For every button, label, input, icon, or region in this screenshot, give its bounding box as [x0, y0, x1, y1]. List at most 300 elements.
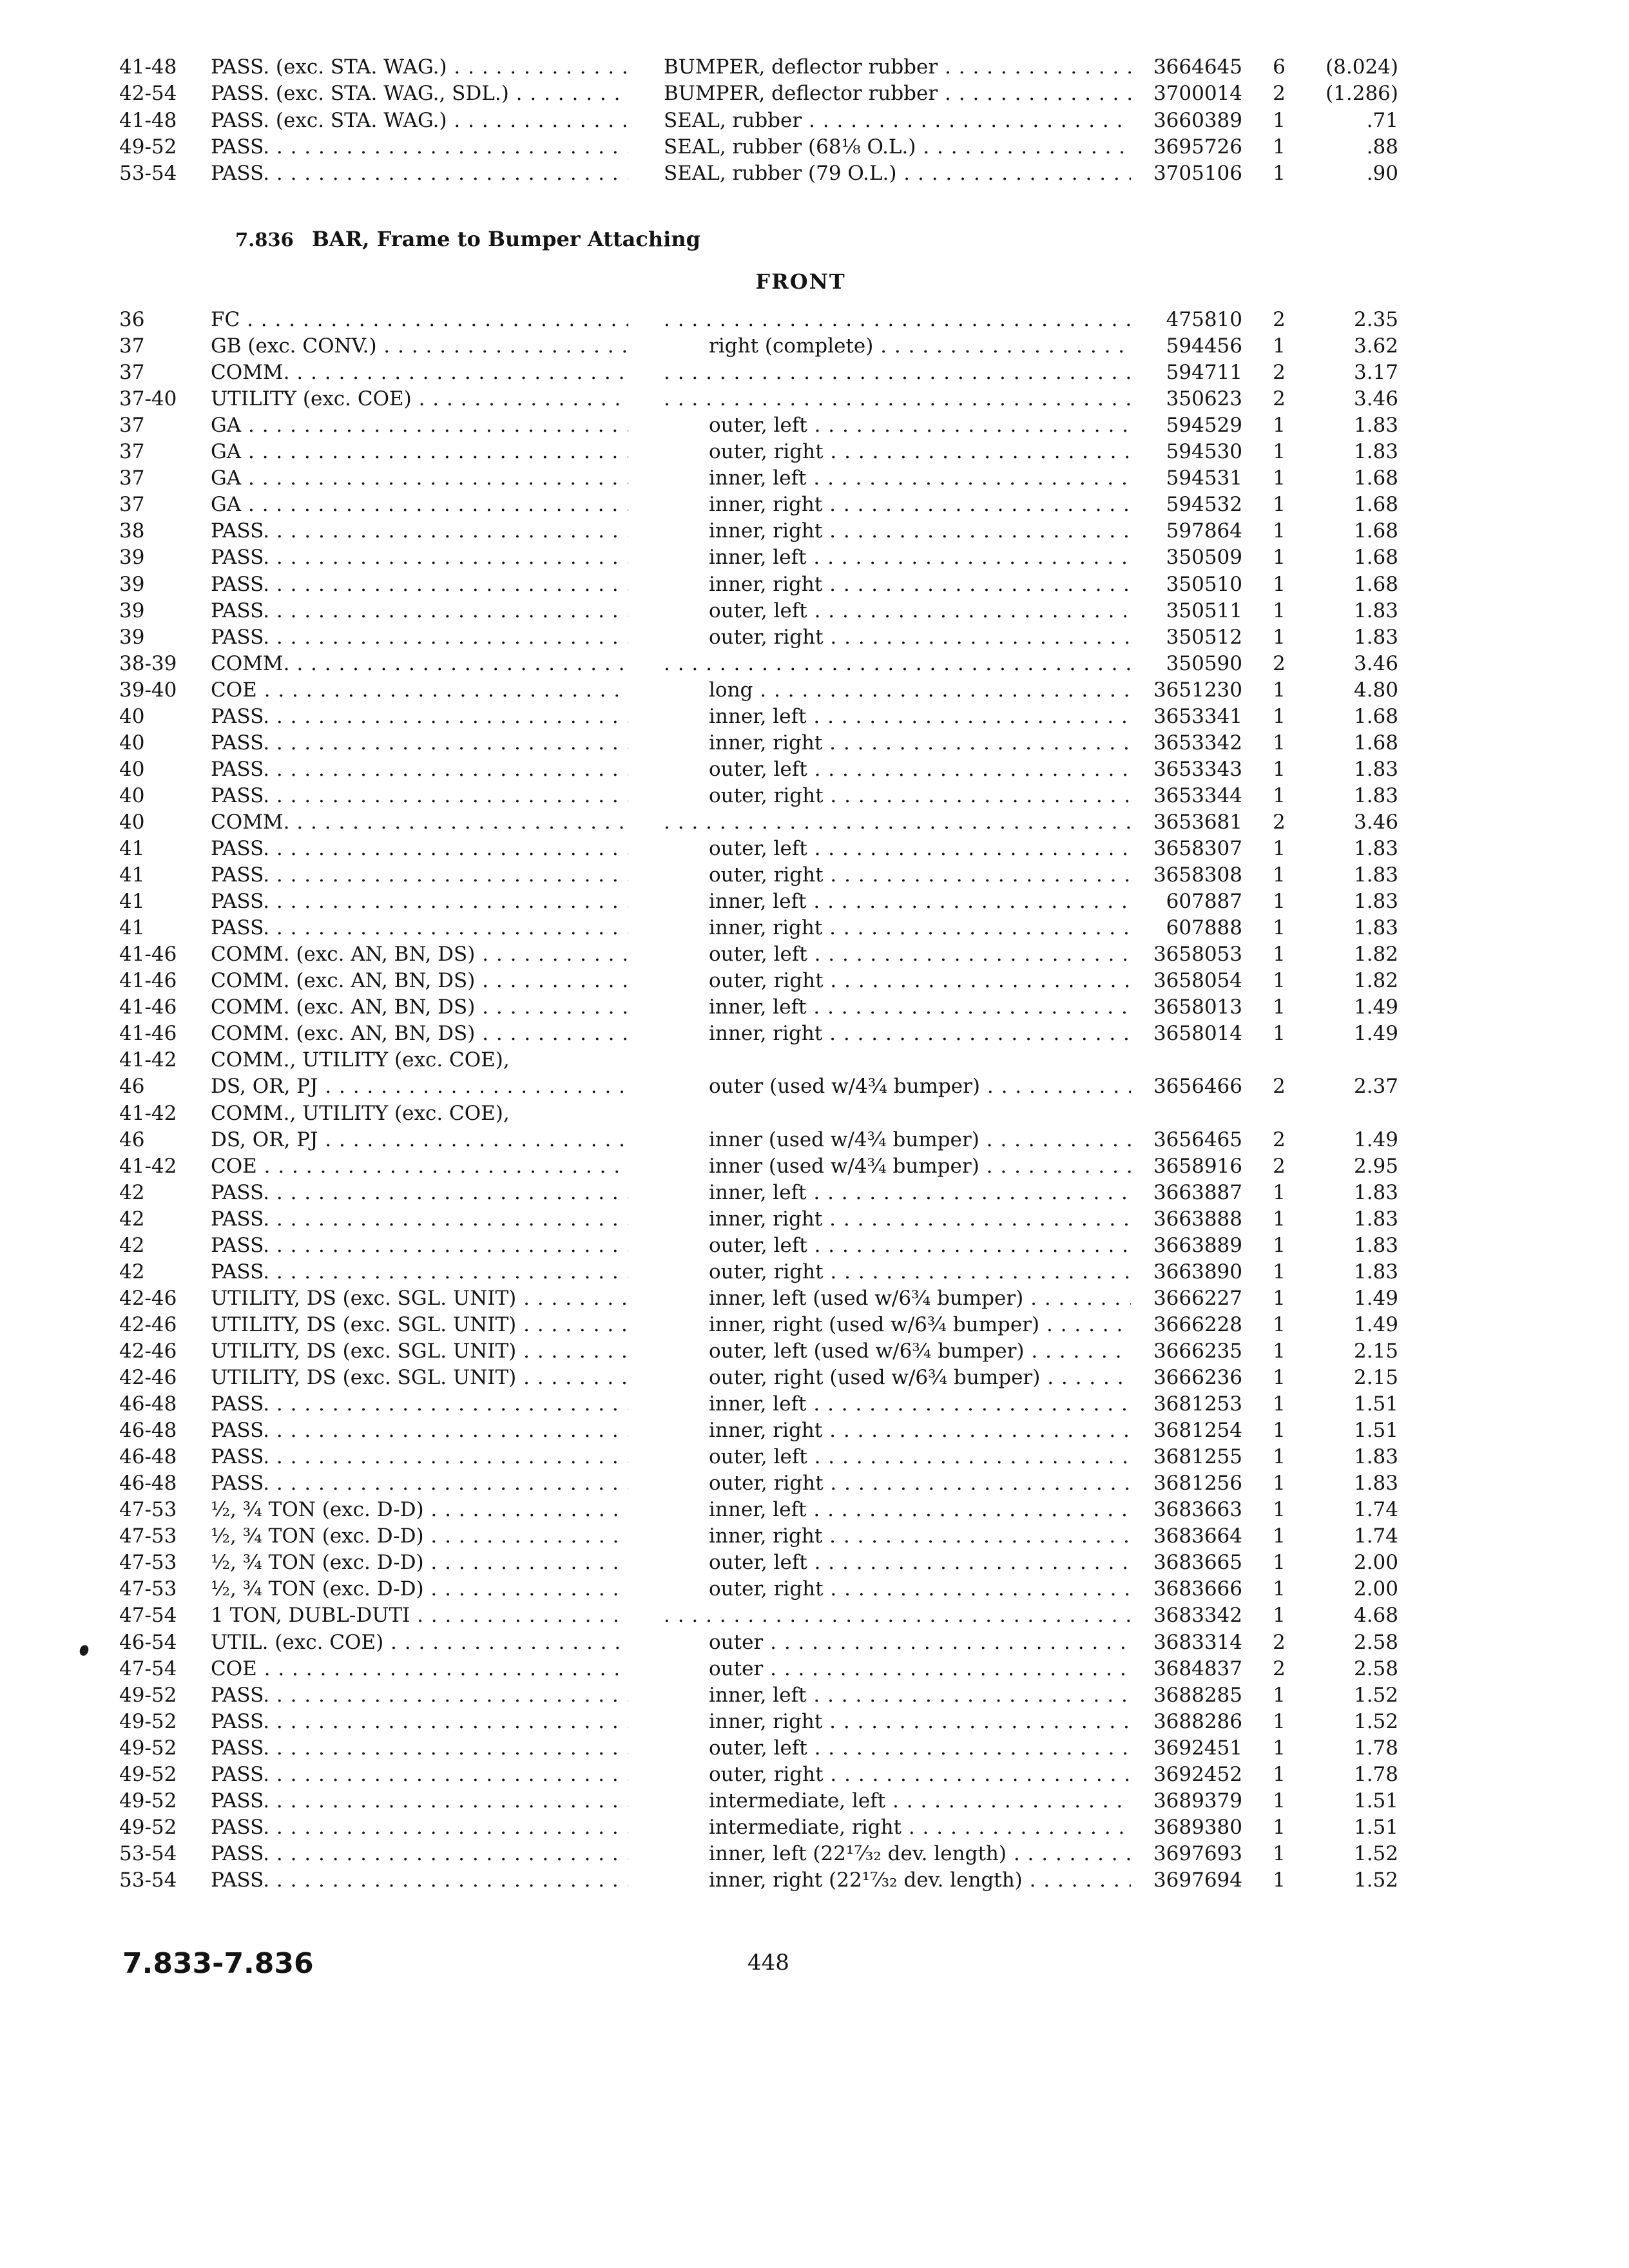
table-row — [0, 1179, 1629, 1206]
year-cell: 38 — [119, 519, 145, 543]
table-row — [0, 941, 1629, 968]
year-cell: 41-46 — [119, 943, 177, 966]
table-row — [0, 465, 1629, 492]
year-cell: 47-54 — [119, 1604, 177, 1628]
model-cell: GA . . . — [211, 438, 628, 465]
table-row — [0, 782, 1629, 809]
price-cell: 1.68 — [1353, 546, 1398, 570]
table-row — [0, 544, 1629, 571]
quantity-cell: 1 — [1273, 1392, 1286, 1416]
year-cell: 41-42 — [119, 1048, 177, 1072]
description-cell: intermediate, left . . . — [709, 1787, 1131, 1814]
description-cell: inner, left . . . — [709, 888, 1131, 915]
price-cell: 1.83 — [1353, 863, 1398, 887]
part-number-cell: 350509 — [1166, 546, 1242, 570]
table-row — [0, 1417, 1629, 1444]
description-cell: outer, left . . . — [709, 835, 1131, 862]
model-cell: PASS. . . . — [211, 1443, 628, 1470]
description-cell: outer . . . — [709, 1655, 1131, 1682]
model-cell: PASS. . . . — [211, 729, 628, 756]
model-cell: COMM., UTILITY (exc. COE), — [211, 1048, 510, 1072]
price-cell: 1.83 — [1353, 1180, 1398, 1204]
footer-section-range: 7.833-7.836 — [122, 1947, 314, 1980]
model-cell: PASS. . . . — [211, 1761, 628, 1788]
price-cell: 1.83 — [1353, 757, 1398, 781]
price-cell: 1.49 — [1353, 995, 1398, 1019]
model-cell: PASS. . . . — [211, 1708, 628, 1735]
part-number-cell: 3683314 — [1153, 1630, 1242, 1654]
table-row — [0, 1443, 1629, 1470]
year-cell: 53-54 — [119, 162, 177, 186]
part-number-cell: 3658053 — [1153, 943, 1242, 966]
price-cell: 2.37 — [1353, 1075, 1398, 1099]
part-number-cell: 3683342 — [1153, 1604, 1242, 1628]
description-cell: inner, right (used w/6¾ bumper) . . . — [709, 1311, 1131, 1338]
part-number-cell: 3683665 — [1153, 1551, 1242, 1575]
table-row — [0, 967, 1629, 994]
quantity-cell: 1 — [1273, 1868, 1286, 1892]
part-number-cell: 607887 — [1166, 890, 1242, 914]
model-cell: UTILITY, DS (exc. SGL. UNIT) . . . — [211, 1338, 628, 1365]
price-cell: 1.52 — [1353, 1868, 1398, 1892]
description-cell: inner, left . . . — [709, 1682, 1131, 1709]
year-cell: 42 — [119, 1207, 145, 1231]
quantity-cell: 1 — [1273, 162, 1286, 186]
description-cell: outer, left . . . — [709, 756, 1131, 783]
table-row — [0, 835, 1629, 862]
table-row — [0, 809, 1629, 836]
year-cell: 41-46 — [119, 969, 177, 993]
year-cell: 47-53 — [119, 1524, 177, 1548]
year-cell: 41-46 — [119, 1022, 177, 1046]
part-number-cell: 3681256 — [1153, 1472, 1242, 1495]
price-cell: 2.15 — [1353, 1366, 1398, 1389]
price-cell: 2.58 — [1353, 1657, 1398, 1680]
model-cell: COMM. (exc. AN, BN, DS) . . . — [211, 967, 628, 994]
price-cell: 1.51 — [1353, 1789, 1398, 1812]
model-cell: COMM., UTILITY (exc. COE), — [211, 1101, 510, 1125]
table-row — [0, 1682, 1629, 1709]
year-cell: 49-52 — [119, 1789, 177, 1812]
model-cell: PASS. . . . — [211, 1470, 628, 1497]
year-cell: 42 — [119, 1233, 145, 1257]
description-cell — [664, 385, 1131, 412]
description-cell: inner, left . . . — [709, 703, 1131, 730]
table-row — [0, 624, 1629, 651]
table-row — [0, 597, 1629, 624]
year-cell: 39 — [119, 599, 145, 622]
quantity-cell: 1 — [1273, 943, 1286, 966]
part-number-cell: 475810 — [1166, 308, 1242, 331]
part-number-cell: 3688285 — [1153, 1683, 1242, 1707]
description-cell — [664, 650, 1131, 677]
description-cell: BUMPER, deflector rubber . . . — [664, 80, 1131, 107]
description-cell: BUMPER, deflector rubber . . . — [664, 53, 1131, 81]
table-row — [0, 1020, 1629, 1047]
year-cell: 46-54 — [119, 1630, 177, 1654]
model-cell: UTILITY, DS (exc. SGL. UNIT) . . . — [211, 1364, 628, 1391]
description-cell: outer, right . . . — [709, 1575, 1131, 1602]
quantity-cell: 1 — [1273, 783, 1286, 807]
table-row — [0, 359, 1629, 386]
year-cell: 46-48 — [119, 1445, 177, 1469]
price-cell: (8.024) — [1325, 55, 1398, 79]
description-cell: inner, right . . . — [709, 517, 1131, 544]
description-cell: outer, right . . . — [709, 1470, 1131, 1497]
year-cell: 42-46 — [119, 1312, 177, 1336]
price-cell: 1.52 — [1353, 1841, 1398, 1865]
model-cell: UTIL. (exc. COE) . . . — [211, 1629, 628, 1656]
table-row — [0, 1046, 1629, 1073]
description-cell — [664, 809, 1131, 836]
quantity-cell: 1 — [1273, 1789, 1286, 1812]
year-cell: 37 — [119, 361, 145, 385]
quantity-cell: 1 — [1273, 704, 1286, 728]
quantity-cell: 1 — [1273, 731, 1286, 754]
year-cell: 47-53 — [119, 1551, 177, 1575]
description-cell: inner, right . . . — [709, 914, 1131, 941]
quantity-cell: 1 — [1273, 916, 1286, 940]
model-cell: PASS. . . . — [211, 782, 628, 809]
price-cell: 1.83 — [1353, 599, 1398, 622]
description-cell: inner, right (22¹⁷⁄₃₂ dev. length) . . . — [709, 1867, 1131, 1894]
table-row — [0, 80, 1629, 107]
description-cell: outer, right . . . — [709, 861, 1131, 889]
table-row — [0, 412, 1629, 439]
quantity-cell: 2 — [1273, 1128, 1286, 1151]
quantity-cell: 1 — [1273, 1260, 1286, 1283]
price-cell: 1.68 — [1353, 493, 1398, 517]
quantity-cell: 1 — [1273, 1366, 1286, 1389]
year-cell: 53-54 — [119, 1868, 177, 1892]
description-cell: inner, left (22¹⁷⁄₃₂ dev. length) . . . — [709, 1840, 1131, 1867]
description-cell: intermediate, right . . . — [709, 1814, 1131, 1841]
description-cell: inner, left (used w/6¾ bumper) . . . — [709, 1285, 1131, 1312]
quantity-cell: 1 — [1273, 1419, 1286, 1443]
quantity-cell: 1 — [1273, 995, 1286, 1019]
part-number-cell: 3658308 — [1153, 863, 1242, 887]
quantity-cell: 1 — [1273, 108, 1286, 132]
part-number-cell: 3681255 — [1153, 1445, 1242, 1469]
year-cell: 42 — [119, 1260, 145, 1283]
price-cell: (1.286) — [1325, 82, 1398, 106]
part-number-cell: 594456 — [1166, 334, 1242, 358]
year-cell: 41 — [119, 837, 145, 860]
part-number-cell: 594532 — [1166, 493, 1242, 517]
part-number-cell: 3656466 — [1153, 1075, 1242, 1099]
quantity-cell: 2 — [1273, 1075, 1286, 1099]
model-cell: ½, ¾ TON (exc. D-D) . . . — [211, 1496, 628, 1523]
description-cell: long . . . — [709, 677, 1131, 704]
year-cell: 39 — [119, 546, 145, 570]
quantity-cell: 2 — [1273, 308, 1286, 331]
price-cell: 1.51 — [1353, 1392, 1398, 1416]
model-cell: PASS. . . . — [211, 160, 628, 187]
quantity-cell: 1 — [1273, 414, 1286, 437]
model-cell: PASS. . . . — [211, 1179, 628, 1206]
price-cell: 1.49 — [1353, 1286, 1398, 1310]
part-number-cell: 594529 — [1166, 414, 1242, 437]
table-row — [0, 1232, 1629, 1259]
year-cell: 37 — [119, 414, 145, 437]
quantity-cell: 2 — [1273, 1657, 1286, 1680]
part-number-cell: 594711 — [1166, 361, 1242, 385]
part-number-cell: 3697693 — [1153, 1841, 1242, 1865]
price-cell: 1.68 — [1353, 572, 1398, 596]
price-cell: 1.51 — [1353, 1815, 1398, 1839]
description-cell: outer . . . — [709, 1629, 1131, 1656]
description-cell: outer, left . . . — [709, 1443, 1131, 1470]
table-row — [0, 1285, 1629, 1312]
table-row — [0, 1470, 1629, 1497]
table-row — [0, 729, 1629, 756]
quantity-cell: 1 — [1273, 1233, 1286, 1257]
model-cell: COMM. . . . — [211, 650, 628, 677]
description-cell: inner, left . . . — [709, 465, 1131, 492]
part-number-cell: 594530 — [1166, 440, 1242, 464]
table-row — [0, 677, 1629, 704]
quantity-cell: 1 — [1273, 625, 1286, 649]
model-cell: GA . . . — [211, 465, 628, 492]
year-cell: 47-54 — [119, 1657, 177, 1680]
model-cell: PASS. . . . — [211, 1417, 628, 1444]
part-number-cell: 3658916 — [1153, 1154, 1242, 1178]
year-cell: 49-52 — [119, 1762, 177, 1786]
part-number-cell: 3683664 — [1153, 1524, 1242, 1548]
table-row — [0, 1100, 1629, 1127]
quantity-cell: 1 — [1273, 1445, 1286, 1469]
model-cell: PASS. . . . — [211, 1206, 628, 1233]
quantity-cell: 1 — [1273, 1762, 1286, 1786]
table-row — [0, 133, 1629, 160]
description-cell: SEAL, rubber (79 O.L.) . . . — [664, 160, 1131, 187]
part-number-cell: 3656465 — [1153, 1128, 1242, 1151]
description-cell: inner, right . . . — [709, 491, 1131, 518]
description-cell — [664, 359, 1131, 386]
year-cell: 41 — [119, 916, 145, 940]
quantity-cell: 1 — [1273, 1683, 1286, 1707]
year-cell: 36 — [119, 308, 145, 331]
year-cell: 42-46 — [119, 1339, 177, 1363]
table-row — [0, 1153, 1629, 1180]
year-cell: 46-48 — [119, 1392, 177, 1416]
part-number-cell: 3666228 — [1153, 1312, 1242, 1336]
year-cell: 40 — [119, 757, 145, 781]
part-number-cell: 3663887 — [1153, 1180, 1242, 1204]
quantity-cell: 1 — [1273, 1841, 1286, 1865]
description-cell: outer, left . . . — [709, 941, 1131, 968]
part-number-cell: 350590 — [1166, 651, 1242, 675]
price-cell: 3.46 — [1353, 651, 1398, 675]
model-cell: PASS. . . . — [211, 888, 628, 915]
year-cell: 47-53 — [119, 1577, 177, 1601]
year-cell: 41 — [119, 863, 145, 887]
quantity-cell: 1 — [1273, 493, 1286, 517]
year-cell: 49-52 — [119, 135, 177, 159]
model-cell: COMM. . . . — [211, 809, 628, 836]
price-cell: 1.78 — [1353, 1762, 1398, 1786]
description-cell: inner, left . . . — [709, 1390, 1131, 1418]
part-number-cell: 3653681 — [1153, 810, 1242, 834]
part-number-cell: 3663888 — [1153, 1207, 1242, 1231]
quantity-cell: 1 — [1273, 1472, 1286, 1495]
quantity-cell: 1 — [1273, 334, 1286, 358]
description-cell: outer, right . . . — [709, 967, 1131, 994]
description-cell: inner, left . . . — [709, 994, 1131, 1021]
table-row — [0, 1655, 1629, 1682]
table-row — [0, 571, 1629, 598]
price-cell: 1.83 — [1353, 916, 1398, 940]
model-cell: PASS. . . . — [211, 1390, 628, 1418]
year-cell: 41-42 — [119, 1101, 177, 1125]
model-cell: PASS. . . . — [211, 835, 628, 862]
model-cell: PASS. . . . — [211, 861, 628, 889]
description-cell: outer, right . . . — [709, 1761, 1131, 1788]
model-cell: GA . . . — [211, 412, 628, 439]
quantity-cell: 1 — [1273, 890, 1286, 914]
part-number-cell: 3666236 — [1153, 1366, 1242, 1389]
year-cell: 42-54 — [119, 82, 177, 106]
quantity-cell: 2 — [1273, 651, 1286, 675]
part-number-cell: 3663890 — [1153, 1260, 1242, 1283]
year-cell: 42 — [119, 1180, 145, 1204]
quantity-cell: 1 — [1273, 546, 1286, 570]
description-cell: inner, right . . . — [709, 1020, 1131, 1047]
description-cell: right (complete) . . . — [709, 332, 1131, 360]
year-cell: 46-48 — [119, 1472, 177, 1495]
table-row — [0, 1761, 1629, 1788]
part-number-cell: 3689379 — [1153, 1789, 1242, 1812]
year-cell: 49-52 — [119, 1683, 177, 1707]
quantity-cell: 1 — [1273, 1551, 1286, 1575]
description-cell: outer, left . . . — [709, 1735, 1131, 1762]
model-cell: ½, ¾ TON (exc. D-D) . . . — [211, 1575, 628, 1602]
model-cell: 1 TON, DUBL-DUTI . . . — [211, 1602, 628, 1629]
table-row — [0, 1787, 1629, 1814]
table-row — [0, 1338, 1629, 1365]
description-cell: outer, left . . . — [709, 412, 1131, 439]
table-row — [0, 1390, 1629, 1418]
price-cell: .90 — [1366, 162, 1398, 186]
quantity-cell: 1 — [1273, 1736, 1286, 1760]
part-number-cell: 3666235 — [1153, 1339, 1242, 1363]
part-number-cell: 3695726 — [1153, 135, 1242, 159]
model-cell: COMM. (exc. AN, BN, DS) . . . — [211, 941, 628, 968]
price-cell: 2.15 — [1353, 1339, 1398, 1363]
part-number-cell: 3688286 — [1153, 1709, 1242, 1733]
year-cell: 41-42 — [119, 1154, 177, 1178]
price-cell: 4.80 — [1353, 678, 1398, 702]
year-cell: 42-46 — [119, 1366, 177, 1389]
quantity-cell: 6 — [1273, 55, 1286, 79]
part-number-cell: 3692452 — [1153, 1762, 1242, 1786]
model-cell: COMM. (exc. AN, BN, DS) . . . — [211, 994, 628, 1021]
part-number-cell: 3658014 — [1153, 1022, 1242, 1046]
year-cell: 37 — [119, 466, 145, 490]
quantity-cell: 1 — [1273, 1577, 1286, 1601]
description-cell: inner, right . . . — [709, 1417, 1131, 1444]
part-number-cell: 607888 — [1166, 916, 1242, 940]
model-cell: COMM. . . . — [211, 359, 628, 386]
table-row — [0, 1364, 1629, 1391]
model-cell: COE . . . — [211, 1153, 628, 1180]
quantity-cell: 1 — [1273, 1339, 1286, 1363]
table-row — [0, 53, 1629, 81]
model-cell: PASS. . . . — [211, 1867, 628, 1894]
description-cell: outer, right . . . — [709, 782, 1131, 809]
price-cell: .71 — [1366, 108, 1398, 132]
model-cell: PASS. . . . — [211, 544, 628, 571]
table-row — [0, 650, 1629, 677]
price-cell: 1.51 — [1353, 1419, 1398, 1443]
model-cell: PASS. . . . — [211, 1840, 628, 1867]
part-number-cell: 3664645 — [1153, 55, 1242, 79]
year-cell: 49-52 — [119, 1709, 177, 1733]
quantity-cell: 1 — [1273, 757, 1286, 781]
model-cell: PASS. . . . — [211, 133, 628, 160]
part-number-cell: 3658054 — [1153, 969, 1242, 993]
price-cell: 1.68 — [1353, 466, 1398, 490]
price-cell: 1.83 — [1353, 837, 1398, 860]
model-cell: PASS. . . . — [211, 597, 628, 624]
price-cell: 1.83 — [1353, 1472, 1398, 1495]
model-cell: ½, ¾ TON (exc. D-D) . . . — [211, 1523, 628, 1550]
table-row — [0, 756, 1629, 783]
description-cell: inner, left . . . — [709, 1496, 1131, 1523]
year-cell: 37 — [119, 493, 145, 517]
part-number-cell: 3663889 — [1153, 1233, 1242, 1257]
table-row — [0, 1311, 1629, 1338]
price-cell: 1.49 — [1353, 1128, 1398, 1151]
price-cell: 2.00 — [1353, 1577, 1398, 1601]
quantity-cell: 2 — [1273, 1154, 1286, 1178]
part-number-cell: 3653342 — [1153, 731, 1242, 754]
part-number-cell: 3705106 — [1153, 162, 1242, 186]
model-cell: PASS. . . . — [211, 1258, 628, 1285]
table-row — [0, 160, 1629, 187]
description-cell: inner, right . . . — [709, 571, 1131, 598]
year-cell: 39 — [119, 625, 145, 649]
year-cell: 39 — [119, 572, 145, 596]
price-cell: 1.74 — [1353, 1498, 1398, 1522]
section-title: BAR, Frame to Bumper Attaching — [311, 227, 700, 251]
price-cell: 1.83 — [1353, 1260, 1398, 1283]
model-cell: COE . . . — [211, 1655, 628, 1682]
price-cell: 2.95 — [1353, 1154, 1398, 1178]
model-cell: PASS. (exc. STA. WAG.) . . . — [211, 107, 628, 134]
table-row — [0, 1814, 1629, 1841]
year-cell: 40 — [119, 731, 145, 754]
model-cell: PASS. . . . — [211, 914, 628, 941]
year-cell: 37 — [119, 440, 145, 464]
description-cell: inner, left . . . — [709, 1179, 1131, 1206]
table-row — [0, 914, 1629, 941]
description-cell — [664, 306, 1131, 333]
model-cell: COMM. (exc. AN, BN, DS) . . . — [211, 1020, 628, 1047]
description-cell: outer, right . . . — [709, 438, 1131, 465]
quantity-cell: 1 — [1273, 1524, 1286, 1548]
description-cell: outer, left (used w/6¾ bumper) . . . — [709, 1338, 1131, 1365]
price-cell: 1.82 — [1353, 943, 1398, 966]
description-cell: outer, right (used w/6¾ bumper) . . . — [709, 1364, 1131, 1391]
section-number: 7.836 — [235, 229, 294, 251]
price-cell: 2.35 — [1353, 308, 1398, 331]
description-cell: inner (used w/4¾ bumper) . . . — [709, 1153, 1131, 1180]
model-cell: DS, OR, PJ . . . — [211, 1126, 628, 1153]
price-cell: 1.52 — [1353, 1709, 1398, 1733]
table-row — [0, 861, 1629, 889]
part-number-cell: 3689380 — [1153, 1815, 1242, 1839]
